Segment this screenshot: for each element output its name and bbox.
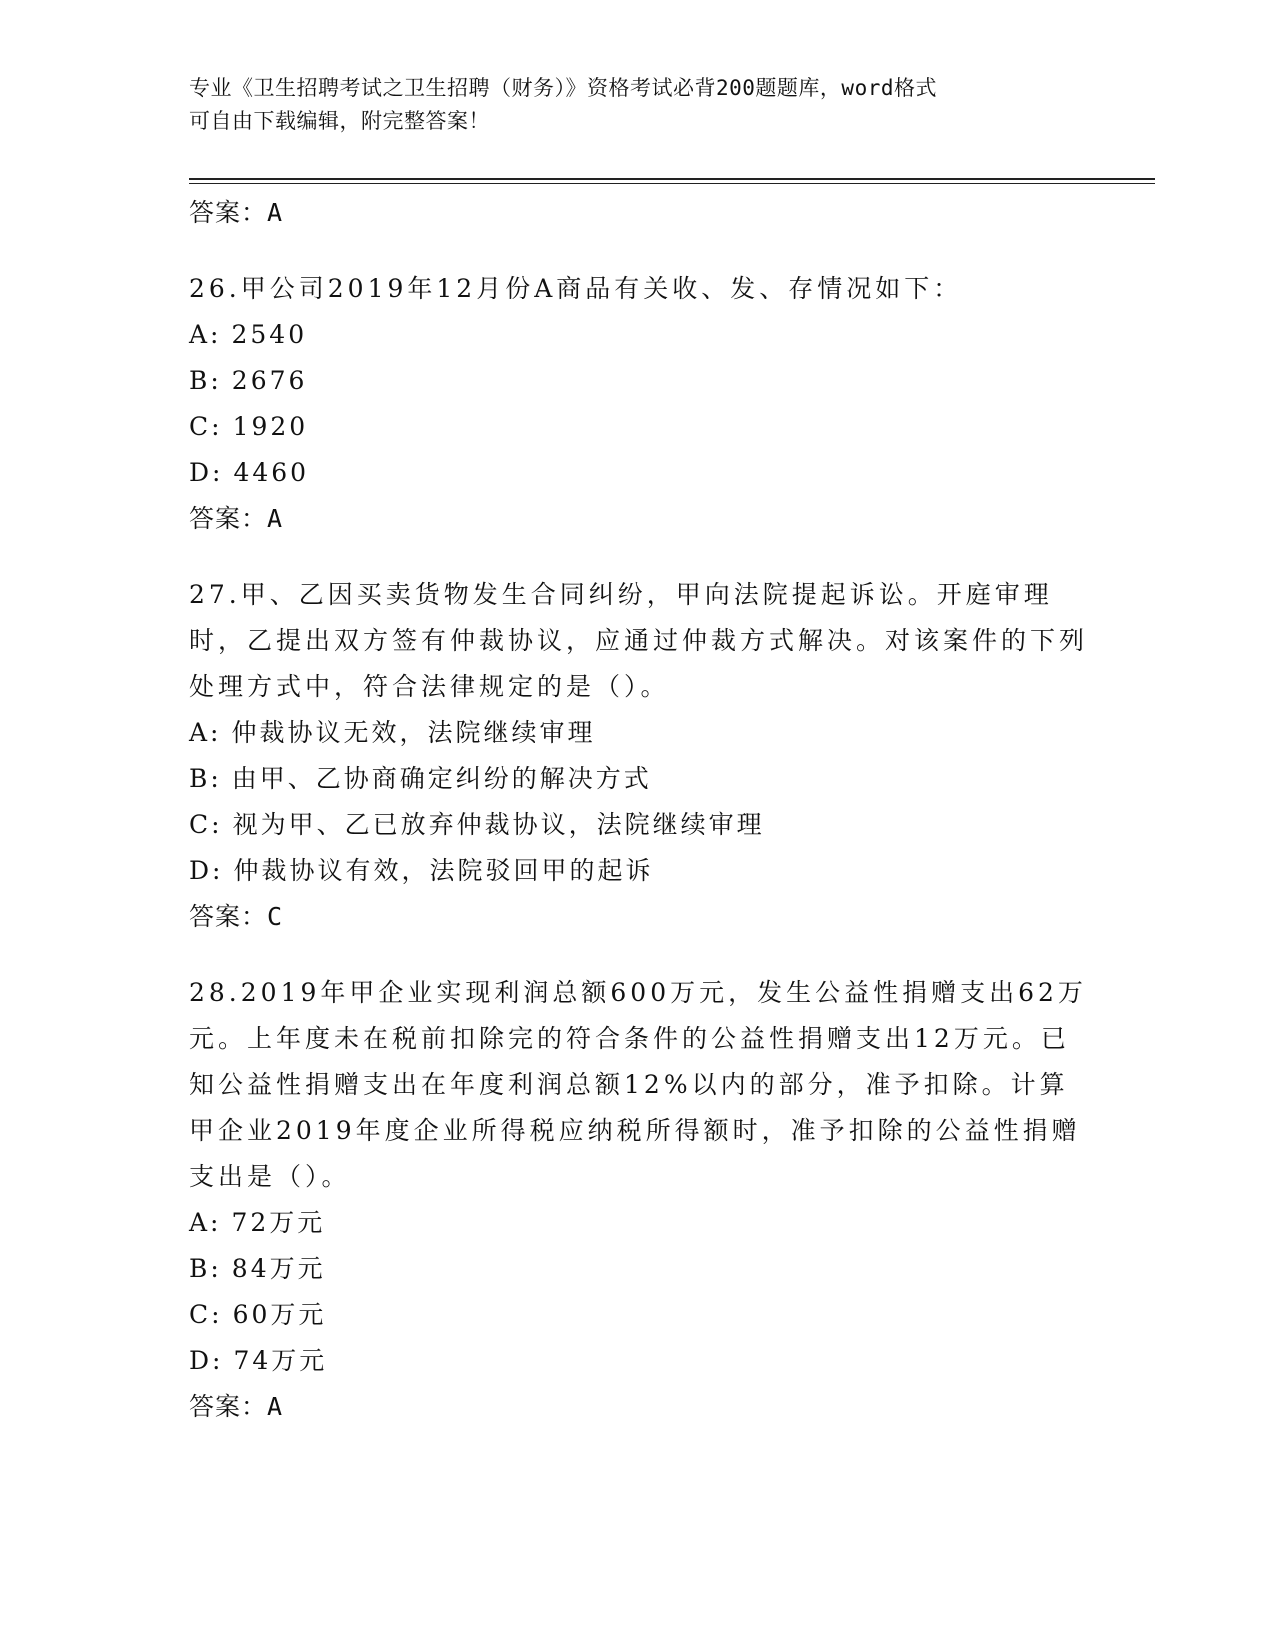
- option-text: 74万元: [233, 1346, 328, 1375]
- option-d: [189, 848, 1089, 894]
- document-body: [189, 190, 1089, 1430]
- header-divider: [189, 178, 1155, 180]
- option-letter: C:: [189, 810, 223, 839]
- option-text: 视为甲、乙已放弃仲裁协议，法院继续审理: [232, 810, 765, 839]
- question-28: [189, 970, 1089, 1430]
- question-stem: 28.2019年甲企业实现利润总额600万元，发生公益性捐赠支出62万元。上年度未在税前扣除完的符合条件的公益性捐赠支出12万元。已知公益性捐赠支出在年度利润总额12%以内的部分，准予扣除。计算甲企业2019年度企业所得税应纳税所得额时，准予扣除的公益性捐赠支出是（）。: [189, 978, 1087, 1191]
- option-b: [189, 358, 1089, 404]
- option-text: 仲裁协议有效，法院驳回甲的起诉: [233, 856, 654, 885]
- option-letter: B:: [189, 1254, 222, 1283]
- header-title-line-1: 专业《卫生招聘考试之卫生招聘（财务）》资格考试必背200题题库，word格式: [189, 76, 937, 100]
- option-text: 60万元: [232, 1300, 327, 1329]
- question-stem: 27.甲、乙因买卖货物发生合同纠纷，甲向法院提起诉讼。开庭审理时，乙提出双方签有仲裁协议，应通过仲裁方式解决。对该案件的下列处理方式中，符合法律规定的是（）。: [189, 580, 1089, 701]
- option-letter: D:: [189, 856, 224, 885]
- page-header: [189, 72, 1069, 138]
- answer-line: 答案：C: [189, 902, 284, 931]
- option-letter: A:: [189, 320, 222, 349]
- option-text: 仲裁协议无效，法院继续审理: [231, 718, 596, 747]
- option-letter: C:: [189, 1300, 223, 1329]
- question-27: [189, 572, 1089, 940]
- option-a: [189, 312, 1089, 358]
- option-letter: A:: [189, 718, 222, 747]
- option-letter: C:: [189, 412, 223, 441]
- option-c: [189, 802, 1089, 848]
- option-letter: B:: [189, 764, 222, 793]
- option-a: [189, 1200, 1089, 1246]
- answer-line: 答案：A: [189, 1392, 284, 1421]
- option-text: 2540: [231, 320, 308, 349]
- header-title-line-2: 可自由下载编辑，附完整答案！: [189, 109, 490, 133]
- option-letter: D:: [189, 458, 224, 487]
- option-letter: B:: [189, 366, 222, 395]
- option-text: 72万元: [231, 1208, 326, 1237]
- option-c: [189, 404, 1089, 450]
- option-a: [189, 710, 1089, 756]
- option-b: [189, 1246, 1089, 1292]
- option-c: [189, 1292, 1089, 1338]
- option-text: 由甲、乙协商确定纠纷的解决方式: [231, 764, 652, 793]
- option-b: [189, 756, 1089, 802]
- option-letter: D:: [189, 1346, 224, 1375]
- option-text: 2676: [231, 366, 308, 395]
- question-26: [189, 266, 1089, 542]
- option-text: 4460: [233, 458, 310, 487]
- option-letter: A:: [189, 1208, 222, 1237]
- option-text: 84万元: [231, 1254, 326, 1283]
- answer-line: 答案：A: [189, 198, 284, 227]
- header-divider-thin: [189, 183, 1155, 184]
- option-d: [189, 1338, 1089, 1384]
- option-text: 1920: [232, 412, 309, 441]
- question-stem: 26.甲公司2019年12月份A商品有关收、发、存情况如下：: [189, 274, 963, 303]
- option-d: [189, 450, 1089, 496]
- answer-line: 答案：A: [189, 504, 284, 533]
